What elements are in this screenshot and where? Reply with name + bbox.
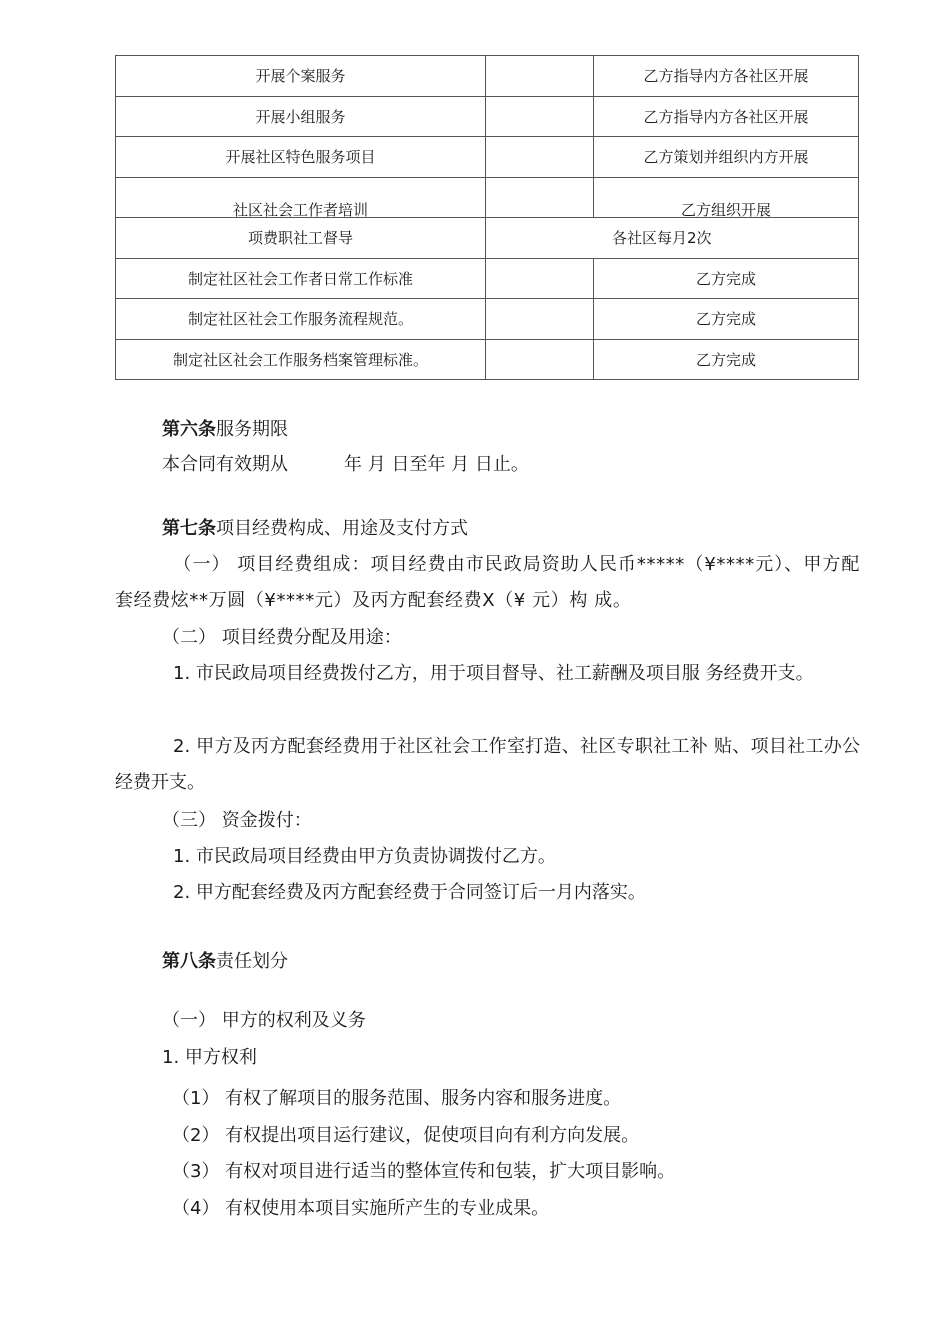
article-8-section-1: （一） 甲方的权利及义务: [162, 1010, 366, 1031]
table-row: [116, 96, 859, 137]
article-7-title: 项目经费构成、用途及支付方式: [216, 518, 468, 539]
table-cell-empty: [486, 177, 594, 218]
rights-item-1: （1） 有权了解项目的服务范围、服务内容和服务进度。: [172, 1088, 622, 1109]
table-cell-item: 开展社区特色服务项目: [116, 137, 486, 178]
article-8-title: 责任划分: [216, 951, 288, 972]
table-cell-note: 乙方指导内方各社区开展: [594, 96, 859, 137]
table-cell-note: 乙方完成: [594, 299, 859, 340]
term-text-end: 年 月 日至年 月 日止。: [344, 454, 529, 475]
article-7-heading: [162, 517, 468, 541]
table-row: [116, 218, 859, 259]
article-7-para-7: 2. 甲方配套经费及丙方配套经费于合同签订后一月内落实。: [173, 882, 646, 903]
table-cell-empty: [486, 137, 594, 178]
article-6-title: 服务期限: [216, 419, 288, 440]
table-row: [116, 177, 859, 218]
table-cell-note: 乙方完成: [594, 258, 859, 299]
table-cell-empty: [486, 299, 594, 340]
article-6-number: 第六条: [162, 419, 216, 440]
table-cell-empty: [486, 339, 594, 380]
table-cell-note-text: 乙方组织开展: [680, 201, 771, 219]
article-7-para-2: （二） 项目经费分配及用途：: [162, 627, 402, 648]
article-7-para-5: （三） 资金拨付：: [162, 810, 312, 831]
table-cell-item: 制定社区社会工作服务档案管理标准。: [116, 339, 486, 380]
table-cell-empty: [486, 56, 594, 97]
article-6-term-line: [162, 453, 529, 477]
table-cell-item: [116, 177, 486, 218]
table-cell-empty: [486, 258, 594, 299]
funding-composition-text: （一） 项目经费组成：项目经费由市民政局资助人民币*****（¥****元）、甲方配套经费炫**万圆（¥****元）及丙方配套经费X（¥ 元）构 成。: [115, 554, 860, 611]
table-cell-note: 乙方策划并组织内方开展: [594, 137, 859, 178]
table-row: [116, 56, 859, 97]
rights-item-4: （4） 有权使用本项目实施所产生的专业成果。: [172, 1198, 550, 1219]
table-cell-note: 乙方指导内方各社区开展: [594, 56, 859, 97]
table-row: [116, 339, 859, 380]
article-7-para-1: [115, 547, 860, 619]
table-cell-note: [594, 177, 859, 218]
table-row: [116, 258, 859, 299]
table-cell-item: 制定社区社会工作服务流程规范。: [116, 299, 486, 340]
article-7-para-3: [115, 656, 860, 692]
service-table: [115, 55, 859, 380]
article-8-heading: [162, 950, 288, 974]
table-cell-item: 制定社区社会工作者日常工作标准: [116, 258, 486, 299]
table-cell-item: 开展小组服务: [116, 96, 486, 137]
rights-item-3: （3） 有权对项目进行适当的整体宣传和包装，扩大项目影响。: [172, 1161, 676, 1182]
table-cell-item-text: 社区社会工作者培训: [232, 201, 368, 219]
table-row: [116, 137, 859, 178]
article-8-subsection-1: 1. 甲方权利: [162, 1047, 257, 1068]
funding-use-2-text: 2. 甲方及丙方配套经费用于社区社会工作室打造、社区专职社工补 贴、项目社工办公经费开支。: [115, 736, 860, 793]
article-7-number: 第七条: [162, 518, 216, 539]
table-cell-item: 项费职社工督导: [116, 218, 486, 259]
article-8-number: 第八条: [162, 951, 216, 972]
rights-item-2: （2） 有权提出项目运行建议，促使项目向有利方向发展。: [172, 1125, 640, 1146]
table-cell-empty: [486, 96, 594, 137]
article-7-para-6: 1. 市民政局项目经费由甲方负责协调拨付乙方。: [173, 846, 556, 867]
article-7-para-4: [115, 729, 860, 801]
table-cell-merged: 各社区每月2次: [486, 218, 859, 259]
table-cell-item: 开展个案服务: [116, 56, 486, 97]
article-6-heading: [162, 418, 288, 442]
table-row: [116, 299, 859, 340]
funding-use-1-text: 1. 市民政局项目经费拨付乙方，用于项目督导、社工薪酬及项目服 务经费开支。: [173, 663, 814, 684]
term-text-start: 本合同有效期从: [162, 454, 288, 475]
table-cell-note: 乙方完成: [594, 339, 859, 380]
